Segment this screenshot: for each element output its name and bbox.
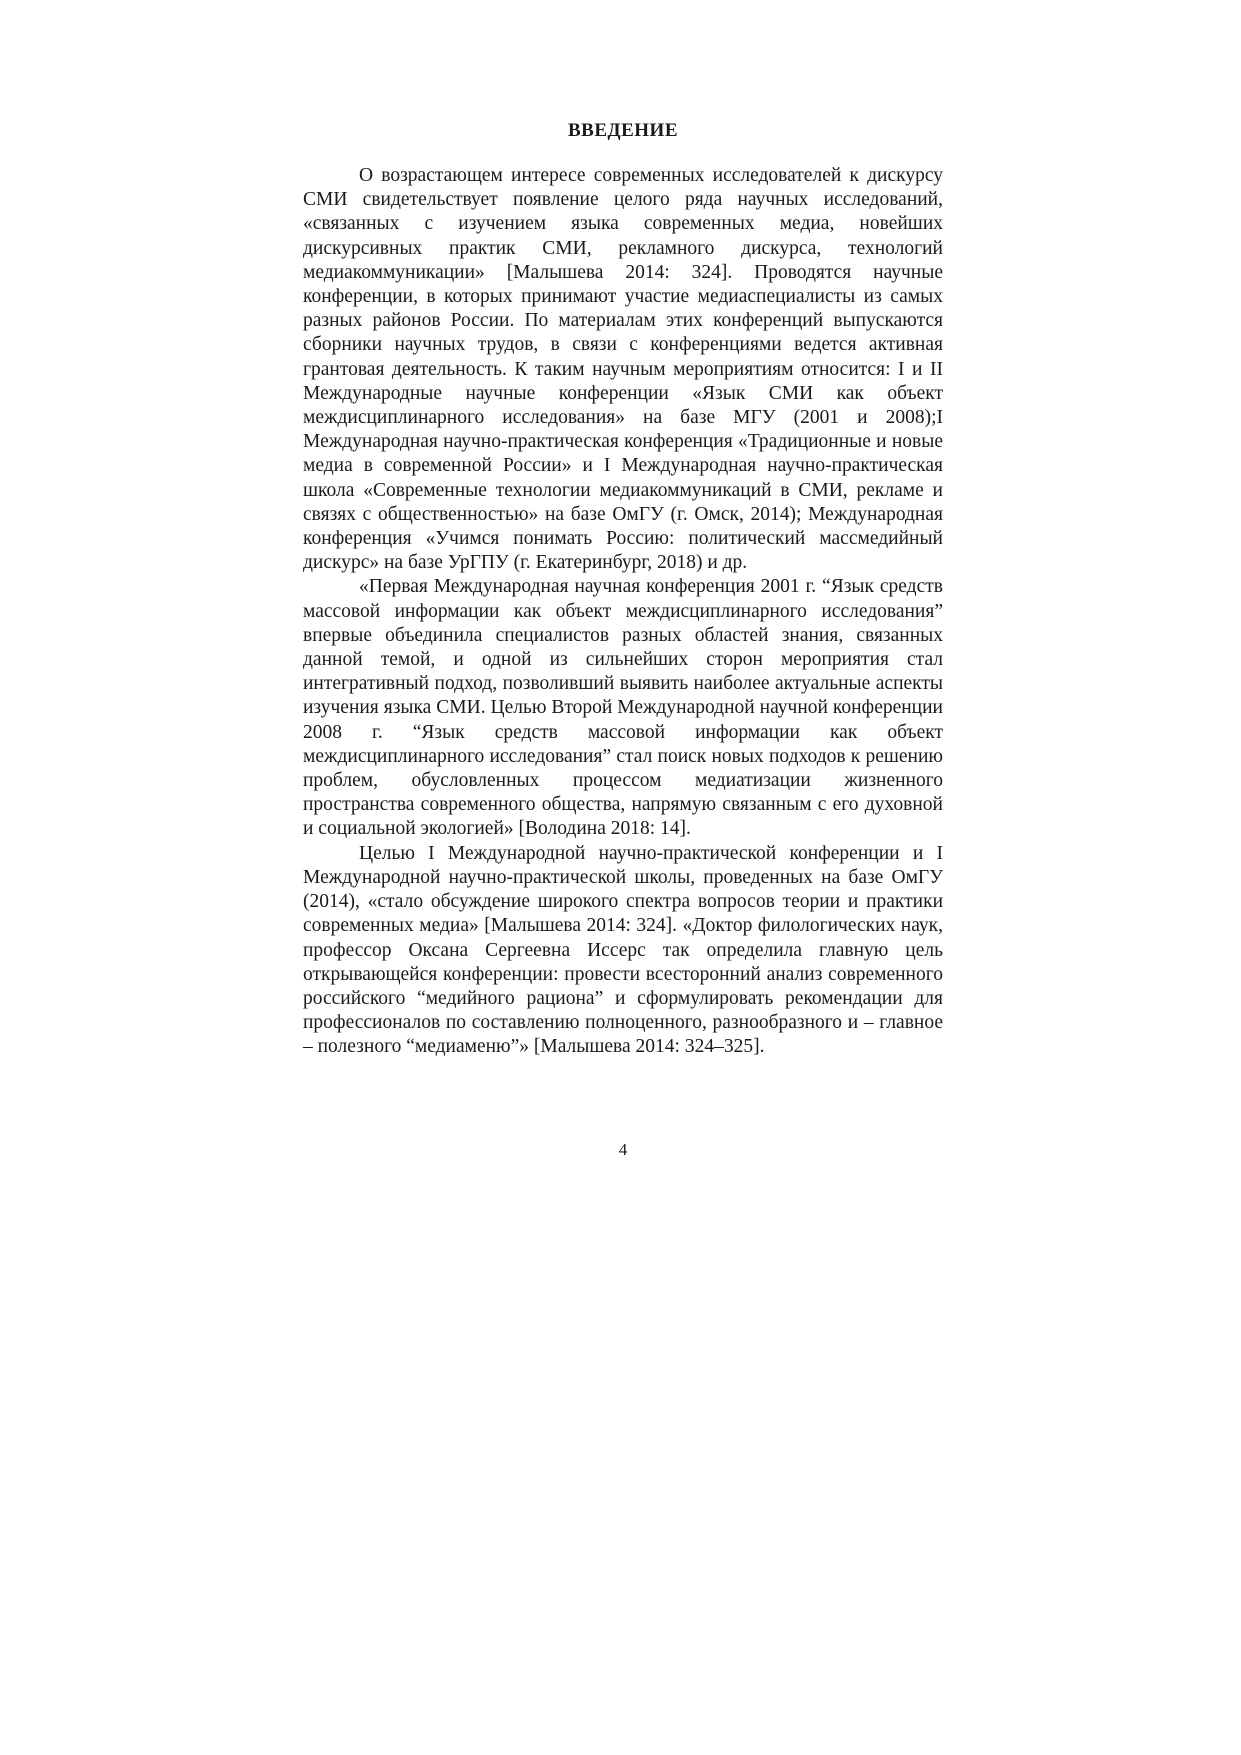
body-text <box>303 164 943 1060</box>
paragraph-1: О возрастающем интересе современных исследователей к дискурсу СМИ свидетельствует появление целого ряда научных исследований, «связанных с изучением языка современных медиа, новейших дискурсивных практик СМИ, рекламного дискурса, технологий медиакоммуникации» [Малышева 2014: 324]. Проводятся научные конференции, в которых принимают участие медиаспециалисты из самых разных районов России. По материалам этих конференций выпускаются сборники научных трудов, в связи с конференциями ведется активная грантовая деятельность. К таким научным мероприятиям относится: I и II Международные научные конференции «Язык СМИ как объект междисциплинарного исследования» на базе МГУ (2001 и 2008);I Международная научно-практическая конференция «Традиционные и новые медиа в современной России» и I Международная научно-практическая школа «Современные технологии медиакоммуникаций в СМИ, рекламе и связях с общественностью» на базе ОмГУ (г. Омск, 2014); Международная конференция «Учимся понимать Россию: политический массмедийный дискурс» на базе УрГПУ (г. Екатеринбург, 2018) и др. <box>303 165 943 574</box>
page-number: 4 <box>618 1140 628 1159</box>
paragraph-3: Целью I Международной научно-практической конференции и I Международной научно-практической школы, проведенных на базе ОмГУ (2014), «стало обсуждение широкого спектра вопросов теории и практики современных медиа» [Малышева 2014: 324]. «Доктор филологических наук, профессор Оксана Сергеевна Иссерс так определила главную цель открывающейся конференции: провести всесторонний анализ современного российского “медийного рациона” и сформулировать рекомендации для профессионалов по составлению полноценного, разнообразного и – главное – полезного “медиаменю”» [Малышева 2014: 324–325]. <box>303 842 943 1058</box>
paragraph-2: «Первая Международная научная конференция 2001 г. “Язык средств массовой информации как объект междисциплинарного исследования” впервые объединила специалистов разных областей знания, связанных данной темой, и одной из сильнейших сторон мероприятия стал интегративный подход, позволивший выявить наиболее актуальные аспекты изучения языка СМИ. Целью Второй Международной научной конференции 2008 г. “Язык средств массовой информации как объект междисциплинарного исследования” стал поиск новых подходов к решению проблем, обусловленных процессом медиатизации жизненного пространства современного общества, напрямую связанным с его духовной и социальной экологией» [Володина 2018: 14]. <box>303 576 943 840</box>
page-title: ВВЕДЕНИЕ <box>568 120 678 141</box>
document-page <box>303 0 943 1755</box>
